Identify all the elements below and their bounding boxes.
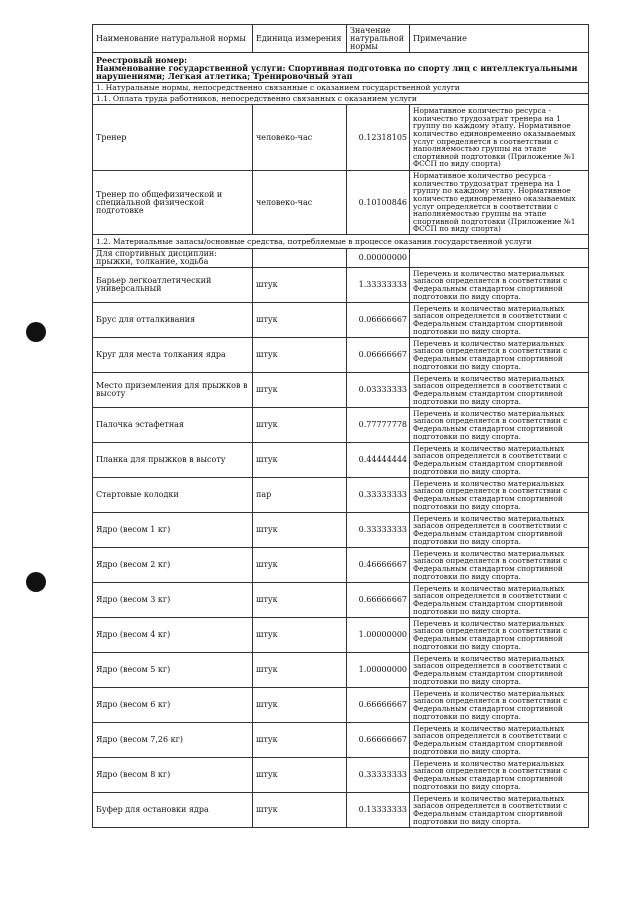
material-note: Перечень и количество материальных запасов определяется в соответствии с Федеральным стандартом спортивной подготовки по виду спорта.	[410, 338, 589, 373]
material-note: Перечень и количество материальных запасов определяется в соответствии с Федеральным стандартом спортивной подготовки по виду спорта.	[410, 303, 589, 338]
material-value: 0.13333333	[347, 793, 410, 828]
registry-row	[93, 53, 589, 83]
norm-name: Тренер	[93, 105, 253, 171]
material-unit: штук	[253, 303, 347, 338]
material-name: Планка для прыжков в высоту	[93, 443, 253, 478]
section-row	[93, 235, 589, 249]
material-name: Ядро (весом 6 кг)	[93, 688, 253, 723]
material-unit: штук	[253, 408, 347, 443]
material-value: 1.00000000	[347, 618, 410, 653]
table-row	[93, 105, 589, 171]
material-value: 0.33333333	[347, 513, 410, 548]
table-row	[93, 688, 589, 723]
material-name: Ядро (весом 1 кг)	[93, 513, 253, 548]
material-note: Перечень и количество материальных запасов определяется в соответствии с Федеральным стандартом спортивной подготовки по виду спорта.	[410, 653, 589, 688]
material-unit: штук	[253, 793, 347, 828]
material-name: Буфер для остановки ядра	[93, 793, 253, 828]
table-row	[93, 249, 589, 268]
table-row	[93, 408, 589, 443]
material-value: 0.03333333	[347, 373, 410, 408]
norm-value: 0.10100846	[347, 171, 410, 235]
table-row	[93, 758, 589, 793]
punch-hole-top	[26, 322, 46, 342]
material-note: Перечень и количество материальных запасов определяется в соответствии с Федеральным стандартом спортивной подготовки по виду спорта.	[410, 793, 589, 828]
material-note: Перечень и количество материальных запасов определяется в соответствии с Федеральным стандартом спортивной подготовки по виду спорта.	[410, 268, 589, 303]
norm-unit: человеко-час	[253, 171, 347, 235]
material-value: 0.06666667	[347, 303, 410, 338]
table-row	[93, 171, 589, 235]
norm-name: Тренер по общефизической и специальной физической подготовке	[93, 171, 253, 235]
table-row	[93, 478, 589, 513]
material-note: Перечень и количество материальных запасов определяется в соответствии с Федеральным стандартом спортивной подготовки по виду спорта.	[410, 618, 589, 653]
material-name: Ядро (весом 2 кг)	[93, 548, 253, 583]
material-name: Брус для отталкивания	[93, 303, 253, 338]
material-value: 0.33333333	[347, 478, 410, 513]
material-value: 0.44444444	[347, 443, 410, 478]
material-value: 0.66666667	[347, 688, 410, 723]
material-name: Место приземления для прыжков в высоту	[93, 373, 253, 408]
table-row	[93, 443, 589, 478]
table-row	[93, 583, 589, 618]
section-1-title: 1. Натуральные нормы, непосредственно связанные с оказанием государственной услуги	[93, 83, 589, 94]
material-note: Перечень и количество материальных запасов определяется в соответствии с Федеральным стандартом спортивной подготовки по виду спорта.	[410, 513, 589, 548]
material-unit: штук	[253, 758, 347, 793]
section-1-2-title: 1.2. Материальные запасы/основные средства, потребляемые в процессе оказания государственной услуги	[93, 235, 589, 249]
service-name: Наименование государственной услуги: Спортивная подготовка по спорту лиц с интеллектуальными нарушениями; Легкая атлетика; Тренировочный этап	[96, 62, 578, 81]
material-unit: штук	[253, 688, 347, 723]
material-unit: штук	[253, 653, 347, 688]
material-unit: штук	[253, 583, 347, 618]
norm-note: Нормативное количество ресурса - количество трудозатрат тренера на 1 группу по каждому этапу. Нормативное количество единовременно оказываемых услуг определяется в соответствии с наполняемостью группы на этапе спортивной подготовки (Приложение №1 ФССП по виду спорта)	[410, 105, 589, 171]
material-value: 0.06666667	[347, 338, 410, 373]
material-name: Ядро (весом 4 кг)	[93, 618, 253, 653]
material-value: 0.77777778	[347, 408, 410, 443]
registry-number-label: Реестровый номер:	[96, 54, 188, 65]
table-header-row	[93, 25, 589, 53]
discipline-name: Для спортивных дисциплин: прыжки, толкание, ходьба	[93, 249, 253, 268]
material-name: Стартовые колодки	[93, 478, 253, 513]
table-row	[93, 793, 589, 828]
norm-note: Нормативное количество ресурса - количество трудозатрат тренера на 1 группу по каждому этапу. Нормативное количество единовременно оказываемых услуг определяется в соответствии с наполняемостью группы на этапе спортивной подготовки (Приложение №1 ФССП по виду спорта)	[410, 171, 589, 235]
registry-cell	[93, 53, 589, 83]
material-unit: штук	[253, 723, 347, 758]
material-note: Перечень и количество материальных запасов определяется в соответствии с Федеральным стандартом спортивной подготовки по виду спорта.	[410, 688, 589, 723]
norms-table	[92, 24, 589, 828]
punch-hole-bottom	[26, 572, 46, 592]
header-note: Примечание	[410, 25, 589, 53]
material-unit: штук	[253, 443, 347, 478]
material-unit: штук	[253, 268, 347, 303]
material-note: Перечень и количество материальных запасов определяется в соответствии с Федеральным стандартом спортивной подготовки по виду спорта.	[410, 723, 589, 758]
material-unit: штук	[253, 513, 347, 548]
material-name: Круг для места толкания ядра	[93, 338, 253, 373]
material-note: Перечень и количество материальных запасов определяется в соответствии с Федеральным стандартом спортивной подготовки по виду спорта.	[410, 373, 589, 408]
header-value: Значение натуральной нормы	[347, 25, 410, 53]
norm-unit: человеко-час	[253, 105, 347, 171]
material-note: Перечень и количество материальных запасов определяется в соответствии с Федеральным стандартом спортивной подготовки по виду спорта.	[410, 583, 589, 618]
table-row	[93, 303, 589, 338]
material-name: Палочка эстафетная	[93, 408, 253, 443]
table-row	[93, 653, 589, 688]
table-row	[93, 513, 589, 548]
discipline-value: 0.00000000	[347, 249, 410, 268]
material-unit: штук	[253, 373, 347, 408]
discipline-note	[410, 249, 589, 268]
material-note: Перечень и количество материальных запасов определяется в соответствии с Федеральным стандартом спортивной подготовки по виду спорта.	[410, 443, 589, 478]
material-value: 1.33333333	[347, 268, 410, 303]
material-name: Ядро (весом 5 кг)	[93, 653, 253, 688]
section-row	[93, 94, 589, 105]
material-unit: штук	[253, 338, 347, 373]
material-value: 0.46666667	[347, 548, 410, 583]
table-row	[93, 373, 589, 408]
material-unit: пар	[253, 478, 347, 513]
material-value: 0.33333333	[347, 758, 410, 793]
material-value: 1.00000000	[347, 653, 410, 688]
table-row	[93, 548, 589, 583]
material-unit: штук	[253, 618, 347, 653]
material-note: Перечень и количество материальных запасов определяется в соответствии с Федеральным стандартом спортивной подготовки по виду спорта.	[410, 478, 589, 513]
material-name: Ядро (весом 3 кг)	[93, 583, 253, 618]
table-row	[93, 268, 589, 303]
material-note: Перечень и количество материальных запасов определяется в соответствии с Федеральным стандартом спортивной подготовки по виду спорта.	[410, 548, 589, 583]
material-name: Ядро (весом 8 кг)	[93, 758, 253, 793]
header-name: Наименование натуральной нормы	[93, 25, 253, 53]
section-1-1-title: 1.1. Оплата труда работников, непосредственно связанных с оказанием услуги	[93, 94, 589, 105]
material-note: Перечень и количество материальных запасов определяется в соответствии с Федеральным стандартом спортивной подготовки по виду спорта.	[410, 408, 589, 443]
material-note: Перечень и количество материальных запасов определяется в соответствии с Федеральным стандартом спортивной подготовки по виду спорта.	[410, 758, 589, 793]
material-name: Барьер легкоатлетический универсальный	[93, 268, 253, 303]
material-value: 0.66666667	[347, 723, 410, 758]
table-row	[93, 338, 589, 373]
material-unit: штук	[253, 548, 347, 583]
discipline-unit	[253, 249, 347, 268]
table-row	[93, 618, 589, 653]
norm-value: 0.12318105	[347, 105, 410, 171]
header-unit: Единица измерения	[253, 25, 347, 53]
section-row	[93, 83, 589, 94]
table-row	[93, 723, 589, 758]
material-name: Ядро (весом 7,26 кг)	[93, 723, 253, 758]
material-value: 0.66666667	[347, 583, 410, 618]
